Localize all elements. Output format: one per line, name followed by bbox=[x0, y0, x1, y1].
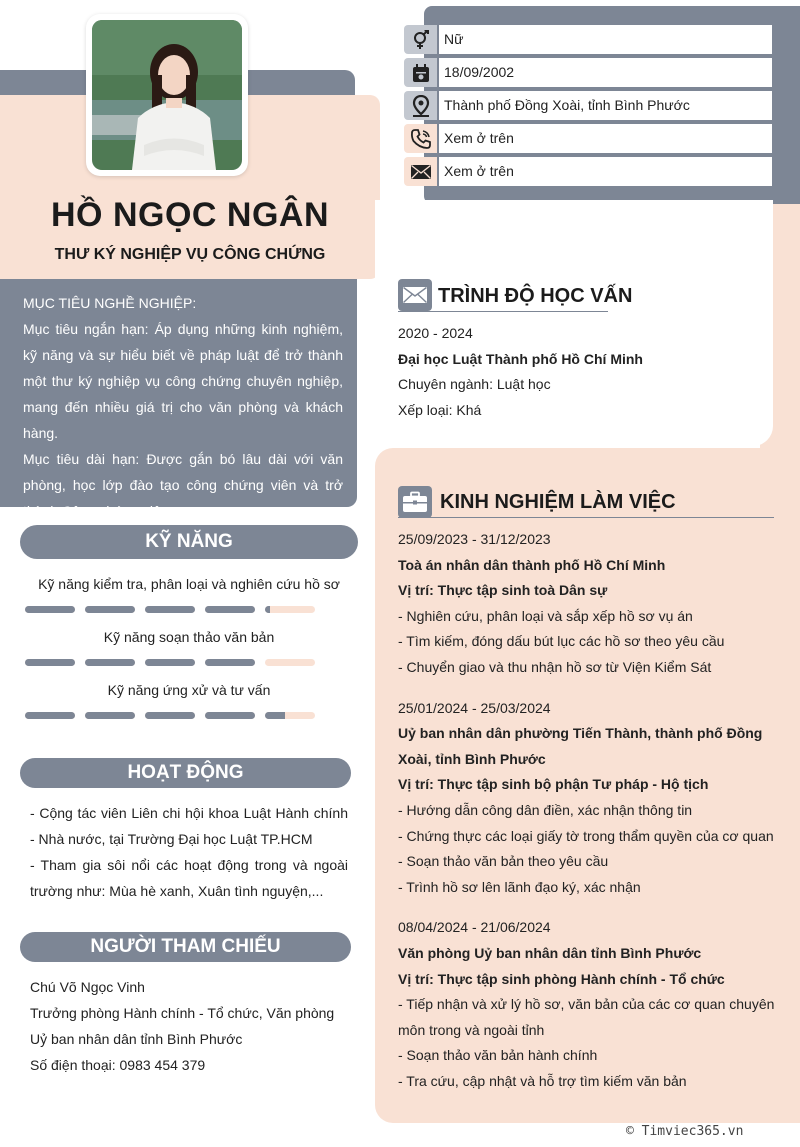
skill-segment-fill bbox=[205, 659, 255, 666]
reference-name: Chú Võ Ngọc Vinh bbox=[30, 979, 145, 995]
job-duty: - Tiếp nhận và xử lý hồ sơ, văn bản của các cơ quan chuyên môn trong và ngoài tỉnh bbox=[398, 996, 775, 1038]
list-item: - Tham gia sôi nổi các hoạt động trong và ngoài trường như: Mùa hè xanh, Xuân tình nguyện,... bbox=[30, 857, 348, 899]
job-company: Toà án nhân dân thành phố Hồ Chí Minh bbox=[398, 556, 666, 573]
skill-rating-bar bbox=[25, 606, 325, 613]
skill-label: Kỹ năng soạn thảo văn bản bbox=[103, 629, 275, 645]
education-rank: Xếp loại: Khá bbox=[398, 401, 482, 418]
skill-segment-fill bbox=[145, 712, 195, 719]
references-header: NGƯỜI THAM CHIẾU bbox=[20, 932, 351, 962]
gender-icon bbox=[404, 25, 437, 54]
contact-address-row bbox=[404, 91, 772, 120]
calendar-icon bbox=[404, 58, 437, 87]
skills-header: KỸ NĂNG bbox=[20, 525, 358, 559]
objective-heading: MỤC TIÊU NGHỀ NGHIỆP: bbox=[23, 295, 197, 311]
job-duty: - Tra cứu, cập nhật và hỗ trợ tìm kiếm văn bản bbox=[398, 1072, 687, 1089]
divider bbox=[398, 517, 774, 518]
education-period: 2020 - 2024 bbox=[398, 325, 473, 341]
gender-value: Nữ bbox=[439, 25, 772, 54]
education-block bbox=[398, 321, 776, 423]
activities-header: HOẠT ĐỘNG bbox=[20, 758, 351, 788]
references-block bbox=[30, 974, 352, 1078]
experience-title: KINH NGHIỆM LÀM VIỆC bbox=[440, 491, 676, 513]
skill-label: Kỹ năng kiểm tra, phân loại và nghiên cứu hồ sơ bbox=[38, 576, 340, 592]
mail-icon bbox=[404, 157, 437, 186]
skill-segment-fill bbox=[85, 659, 135, 666]
skill-segment-track bbox=[265, 606, 315, 613]
contact-phone-row bbox=[404, 124, 772, 153]
skill-segment-fill bbox=[265, 606, 270, 613]
list-item: - Cộng tác viên Liên chi hội khoa Luật Hành chính - Nhà nước, tại Trường Đại học Luật TP.HCM bbox=[30, 805, 348, 847]
experience-list bbox=[398, 527, 776, 1094]
job-position: Vị trí: Thực tập sinh toà Dân sự bbox=[398, 582, 608, 599]
skill-segment-fill bbox=[85, 606, 135, 613]
job-company: Văn phòng Uỷ ban nhân dân tỉnh Bình Phước bbox=[398, 944, 702, 961]
location-pin-icon bbox=[404, 91, 437, 120]
skill-segment-track bbox=[265, 659, 315, 666]
avatar bbox=[92, 20, 242, 170]
email-value: Xem ở trên bbox=[439, 157, 772, 186]
job-period: 25/09/2023 - 31/12/2023 bbox=[398, 531, 551, 547]
birthday-value: 18/09/2002 bbox=[439, 58, 772, 87]
job-title: THƯ KÝ NGHIỆP VỤ CÔNG CHỨNG bbox=[54, 246, 326, 263]
career-objective bbox=[23, 290, 343, 524]
skill-segment-fill bbox=[25, 659, 75, 666]
phone-icon bbox=[404, 124, 437, 153]
job-duty: - Soạn thảo văn bản hành chính bbox=[398, 1047, 598, 1064]
skill-segment-fill bbox=[205, 712, 255, 719]
job-duty: - Soạn thảo văn bản theo yêu cầu bbox=[398, 853, 609, 870]
job-entry bbox=[398, 527, 776, 681]
job-entry bbox=[398, 696, 776, 901]
address-value: Thành phố Đồng Xoài, tỉnh Bình Phước bbox=[439, 91, 772, 120]
candidate-name: HỒ NGỌC NGÂN bbox=[51, 196, 329, 234]
contact-birthday-row bbox=[404, 58, 772, 87]
job-duty: - Chuyển giao và thu nhận hồ sơ từ Viện Kiểm Sát bbox=[398, 658, 712, 675]
education-title: TRÌNH ĐỘ HỌC VẤN bbox=[438, 285, 633, 307]
contact-gender-row bbox=[404, 25, 772, 54]
objective-long-term: Mục tiêu dài hạn: Được gắn bó lâu dài với văn phòng, học lớp đào tạo công chứng viên và trở thành Công chứng viên. bbox=[23, 451, 343, 519]
job-duty: - Chứng thực các loại giấy tờ trong thẩm quyền của cơ quan bbox=[398, 827, 774, 844]
phone-value: Xem ở trên bbox=[439, 124, 772, 153]
briefcase-icon bbox=[398, 486, 432, 518]
job-position: Vị trí: Thực tập sinh phòng Hành chính - Tổ chức bbox=[398, 970, 725, 987]
education-mail-icon bbox=[398, 279, 432, 311]
job-entry bbox=[398, 915, 776, 1094]
job-duty: - Nghiên cứu, phân loại và sắp xếp hồ sơ vụ án bbox=[398, 607, 693, 624]
divider bbox=[398, 311, 608, 312]
skill-rating-bar bbox=[25, 712, 325, 719]
job-duty: - Trình hồ sơ lên lãnh đạo ký, xác nhận bbox=[398, 878, 641, 895]
reference-position: Trưởng phòng Hành chính - Tổ chức, Văn phòng Uỷ ban nhân dân tỉnh Bình Phước bbox=[30, 1005, 335, 1047]
skill-rating-bar bbox=[25, 659, 325, 666]
objective-short-term: Mục tiêu ngắn hạn: Áp dụng những kinh nghiệm, kỹ năng và sự hiểu biết về pháp luật để trở thành một thư ký nghiệp vụ công chứng chuyên nghiệp, mang đến nhiều giá trị cho văn phòng và khách hàng. bbox=[23, 321, 343, 441]
education-major: Chuyên ngành: Luật học bbox=[398, 376, 551, 393]
skill-segment-fill bbox=[25, 712, 75, 719]
watermark: © Timviec365.vn bbox=[626, 1124, 744, 1139]
job-duty: - Hướng dẫn công dân điền, xác nhận thông tin bbox=[398, 801, 693, 818]
skill-segment-fill bbox=[145, 659, 195, 666]
contact-email-row bbox=[404, 157, 772, 186]
skill-segment-fill bbox=[265, 712, 285, 719]
job-company: Uỷ ban nhân dân phường Tiến Thành, thành phố Đồng Xoài, tỉnh Bình Phước bbox=[398, 725, 763, 767]
job-duty: - Tìm kiếm, đóng dấu bút lục các hồ sơ theo yêu cầu bbox=[398, 633, 725, 650]
job-period: 25/01/2024 - 25/03/2024 bbox=[398, 699, 551, 716]
skill-segment-fill bbox=[145, 606, 195, 613]
job-period: 08/04/2024 - 21/06/2024 bbox=[398, 919, 551, 936]
skill-segment-fill bbox=[25, 606, 75, 613]
activities-list bbox=[30, 800, 348, 904]
skill-label: Kỹ năng ứng xử và tư vấn bbox=[107, 682, 271, 698]
reference-phone: Số điện thoại: 0983 454 379 bbox=[30, 1057, 206, 1073]
job-position: Vị trí: Thực tập sinh bộ phận Tư pháp - Hộ tịch bbox=[398, 776, 709, 793]
skill-segment-fill bbox=[85, 712, 135, 719]
education-school: Đại học Luật Thành phố Hồ Chí Minh bbox=[398, 350, 643, 367]
skill-segment-fill bbox=[205, 606, 255, 613]
